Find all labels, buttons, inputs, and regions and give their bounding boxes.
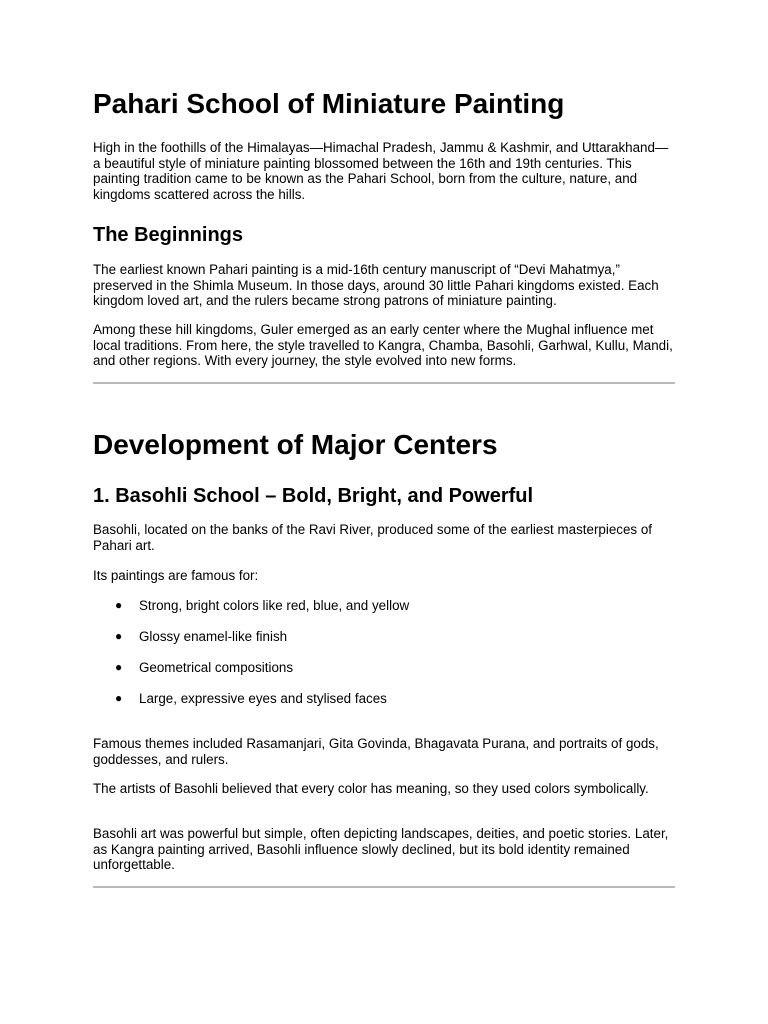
bullet-icon: ● [115,660,123,674]
list-item-text: Glossy enamel-like finish [139,629,288,644]
list-item [93,598,675,629]
list-item [93,691,675,722]
intro-paragraph: High in the foothills of the Himalayas—Himachal Pradesh, Jammu & Kashmir, and Uttarakhand—a beautiful style of miniature painting blossomed between the 16th and 19th centuries. This painting tradition came to be known as the Pahari School, born from the culture, nature, and kingdoms scattered across the hills. [93,140,669,202]
bullet-icon: ● [115,598,123,612]
list-item [93,660,675,691]
basohli-list-intro: Its paintings are famous for: [93,568,259,583]
basohli-paragraph-3: The artists of Basohli believed that every color has meaning, so they used colors symbolically. [93,781,649,796]
page-title: Pahari School of Miniature Painting [93,88,565,119]
bullet-icon: ● [115,629,123,643]
section-divider-1 [93,382,675,384]
list-item-text: Strong, bright colors like red, blue, and yellow [139,598,410,613]
beginnings-heading: The Beginnings [93,224,243,246]
list-item [93,629,675,660]
major-centers-heading: Development of Major Centers [93,429,498,460]
beginnings-paragraph-2: Among these hill kingdoms, Guler emerged as an early center where the Mughal influence met local traditions. From here, the style travelled to Kangra, Chamba, Basohli, Garhwal, Kullu, Mandi, and other regions. With every journey, the style evolved into new forms. [93,322,673,369]
section-divider-2 [93,886,675,888]
basohli-heading: 1. Basohli School – Bold, Bright, and Powerful [93,485,534,507]
list-item-text: Geometrical compositions [139,660,294,675]
basohli-paragraph-1: Basohli, located on the banks of the Ravi River, produced some of the earliest masterpieces of Pahari art. [93,522,652,553]
beginnings-paragraph-1: The earliest known Pahari painting is a mid-16th century manuscript of “Devi Mahatmya,” preserved in the Shimla Museum. In those days, around 30 little Pahari kingdoms existed. Each kingdom loved art, and the rulers became strong patrons of miniature painting. [93,262,659,309]
basohli-paragraph-4: Basohli art was powerful but simple, often depicting landscapes, deities, and poetic stories. Later, as Kangra painting arrived, Basohli influence slowly declined, but its bold identity remained unforgettable. [93,826,669,873]
basohli-features-list [93,598,675,722]
basohli-paragraph-2: Famous themes included Rasamanjari, Gita Govinda, Bhagavata Purana, and portraits of gods, goddesses, and rulers. [93,736,659,767]
bullet-icon: ● [115,691,123,705]
list-item-text: Large, expressive eyes and stylised faces [139,691,387,706]
